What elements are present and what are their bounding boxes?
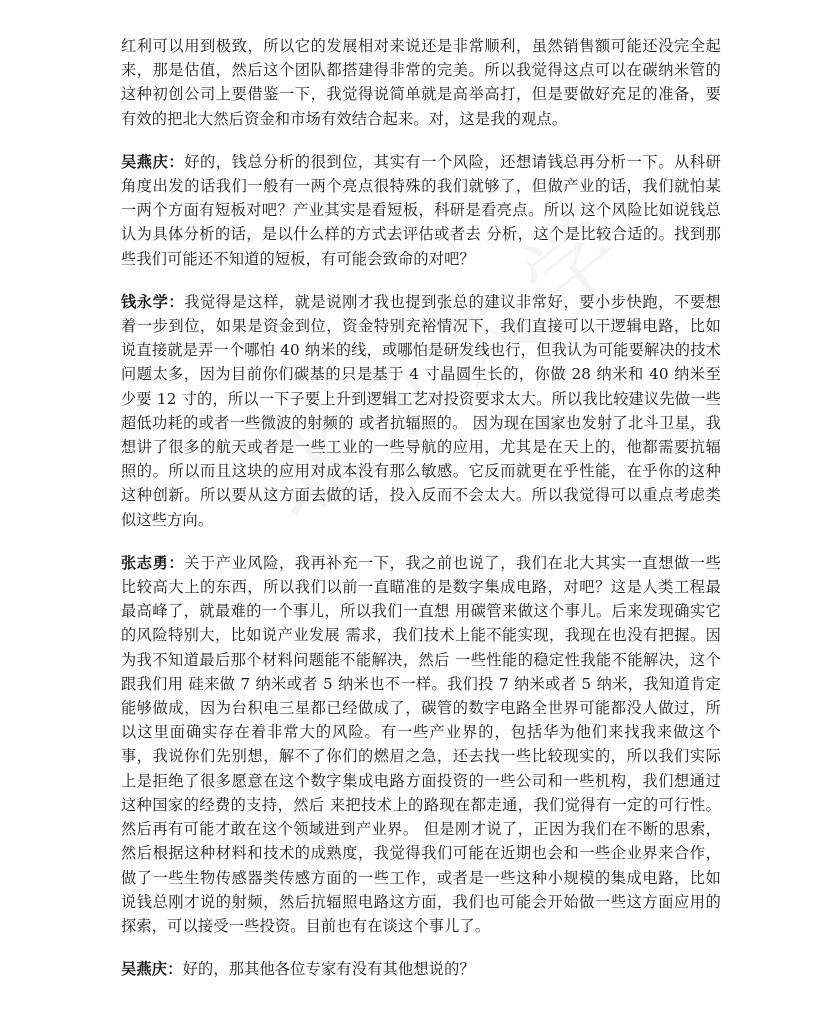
speaker-name: 吴燕庆： xyxy=(121,960,183,979)
speaker-name: 张志勇： xyxy=(121,553,185,572)
paragraph xyxy=(121,290,721,532)
paragraph-text: 红利可以用到极致，所以它的发展相对来说还是非常顺利，虽然销售额可能还没完全起来，那是估值，然后这个团队都搭建得非常的完美。所以我觉得这点可以在碳纳米管的这种初创公司上要借鉴一下，我觉得说简单就是高举高打，但是要做好充足的准备，要有效的把北大然后资金和市场有效结合起来。对，这是我的观点。 xyxy=(121,37,721,128)
speaker-name: 钱永学： xyxy=(121,292,185,311)
paragraph-text: 我觉得是这样，就是说刚才我也提到张总的建议非常好，要小步快跑，不要想着一步到位，如果是资金到位，资金特别充裕情况下，我们直接可以干逻辑电路，比如说直接就是弄一个哪怕 40 纳米的线，或哪怕是研发线也行，但我认为可能要解决的技术问题太多，因为目前你们碳基的只是基于 4 寸晶圆生长的，你做 28 纳米和 40 纳米至少要 12 寸的，所以一下子要上升到逻辑工艺对投资要求太大。所以我比较建议先做一些超低功耗的或者一些微波的射频的 或者抗辐照的。 因为现在国家也发射了北斗卫星，我想讲了很多的航天或者是一些工业的一些导航的应用，尤其是在天上的，他都需要抗辐照的。所以而且这块的应用对成本没有那么敏感。它反而就更在乎性能，在乎你的这种这种创新。所以要从这方面去做的话，投入反而不会太大。所以我觉得可以重点考虑类似这些方向。 xyxy=(121,292,721,529)
transcript-body xyxy=(121,34,721,1000)
paragraph-text: 好的，那其他各位专家有没有其他想说的？ xyxy=(182,960,475,979)
paragraph-text: 好的，钱总分析的很到位，其实有一个风险，还想请钱总再分析一下。从科研角度出发的话我们一般有一两个亮点很特殊的我们就够了，但做产业的话，我们就怕某一两个方面有短板对吧？产业其实是看短板，科研是看亮点。所以 这个风险比如说钱总认为具体分析的话，是以什么样的方式去评估或者去 分析，这个是比较合适的。找到那些我们可能还不知道的短板，有可能会致命的对吧？ xyxy=(121,152,721,268)
paragraph xyxy=(121,34,721,131)
paragraph xyxy=(121,150,721,271)
paragraph-text: 关于产业风险，我再补充一下，我之前也说了，我们在北大其实一直想做一些比较高大上的东西，所以我们以前一直瞄准的是数字集成电路，对吧？这是人类工程最最高峰了，就最难的一个事儿，所以我们一直想 用碳管来做这个事儿。后来发现确实它的风险特别大，比如说产业发展 需求，我们技术上能不能实现，我现在也没有把握。因为我不知道最后那个材料问题能不能解决，然后 一些性能的稳定性我能不能解决，这个跟我们用 硅来做 7 纳米或者 5 纳米也不一样。我们投 7 纳米或者 5 纳米，我知道肯定能够做成，因为台积电三星都已经做成了，碳管的数字电路全世界可能都没人做过，所以这里面确实存在着非常大的风险。有一些产业界的，包括华为他们来找我来做这个事，我说你们先别想，解不了你们的燃眉之急，还去找一些比较现实的，所以我们实际上是拒绝了很多愿意在这个数字集成电路方面投资的一些公司和一些机构，我们想通过这种国家的经费的支持，然后 来把技术上的路现在都走通，我们觉得有一定的可行性。然后再有可能才敢在这个领域进到产业界。 但是刚才说了，正因为我们在不断的思索，然后根据这种材料和技术的成熟度，我觉得我们可能在近期也会和一些企业界来合作，做了一些生物传感器类传感方面的一些工作，或者是一些这种小规模的集成电路，比如说钱总刚才说的射频，然后抗辐照电路这方面，我们也可能会开始做一些这方面应用的探索，可以接受一些投资。目前也有在谈这个事儿了。 xyxy=(121,553,721,935)
speaker-name: 吴燕庆： xyxy=(121,152,185,171)
paragraph xyxy=(121,551,721,938)
paragraph xyxy=(121,957,721,981)
